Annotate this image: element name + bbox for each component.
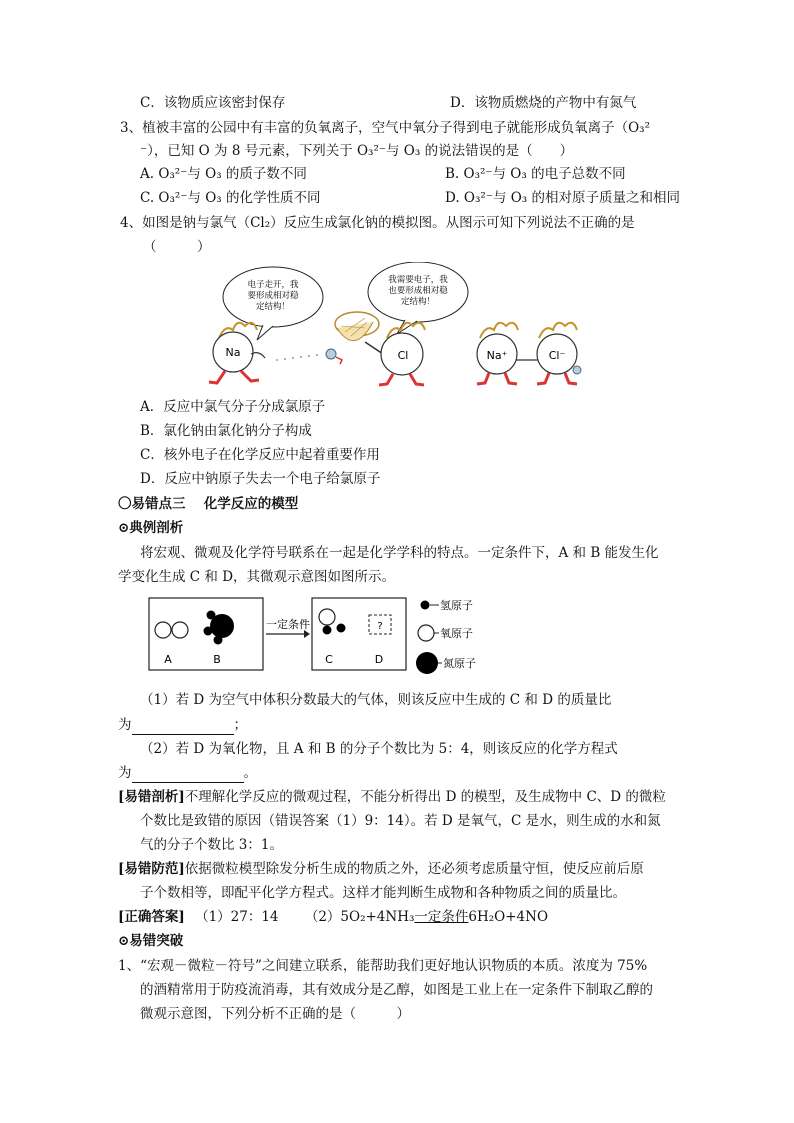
sub2-line2: 为 。 (118, 765, 257, 781)
q3-stem-line1: 3、植被丰富的公园中有丰富的负氧离子，空气中氧分子得到电子就能形成负氧离子（O₃² (120, 120, 650, 136)
analysis-line3: 气的分子个数比 3：1。 (140, 837, 283, 853)
na-ion-label: Na⁺ (486, 349, 508, 362)
analysis-line2: 个数比是致错的原因（错误答案（1）9：14）。若 D 是氧气，C 是水，则生成的水和氮 (140, 813, 661, 829)
legend-n-icon (416, 652, 438, 674)
q1-line3: 微观示意图，下列分析不正确的是（ ） (140, 1006, 410, 1022)
sub2-line1: （2）若 D 为氧化物，且 A 和 B 的分子个数比为 5：4，则该反应的化学方程式 (140, 741, 618, 757)
label-a: A (164, 653, 172, 666)
sub2-answer-blank[interactable] (132, 768, 244, 783)
q1-line2: 的酒精常用于防疫流消毒，其有效成分是乙醇，如图是工业上在一定条件下制取乙醇的 (140, 982, 653, 998)
prevent-line1: [易错防范]依据微粒模型除发分析生成的物质之外，还必须考虑质量守恒，使反应前后原 (118, 861, 644, 877)
arrow-head-icon (304, 630, 310, 638)
q3-option-b: B. O₃²⁻与 O₃ 的电子总数不同 (445, 166, 626, 182)
sodium-chlorine-cartoon (205, 262, 595, 394)
q2-option-d: D．该物质燃烧的产物中有氮气 (450, 95, 637, 111)
q4-stem-line2: （ ） (143, 239, 211, 255)
sub1-answer-blank[interactable] (132, 720, 234, 735)
intro-line2: 学变化生成 C 和 D，其微观示意图如图所示。 (118, 569, 396, 585)
q3-stem-line2: ⁻），已知 O 为 8 号元素，下列关于 O₃²⁻与 O₃ 的说法错误的是（ ） (140, 143, 574, 159)
answer-part2-pre: （2）5O₂+4NH₃ (304, 909, 415, 925)
prevent-line2: 子个数相等，即配平化学方程式。这样才能判断生成物和各种物质之间的质量比。 (140, 885, 626, 901)
bubble-na-line1: 电子走开，我 (247, 280, 299, 290)
bubble-na-line3: 定结构！ (255, 302, 291, 312)
sub1-line1: （1）若 D 为空气中体积分数最大的气体，则该反应中生成的 C 和 D 的质量比 (140, 692, 612, 708)
na-atom-character (209, 323, 265, 383)
arrow-condition-label: 一定条件 (266, 618, 310, 631)
q4-option-a: A．反应中氯气分子分成氯原子 (140, 399, 326, 415)
legend-n-label: 氮原子 (443, 657, 476, 670)
answer-line (118, 907, 548, 927)
q3-option-c: C. O₃²⁻与 O₃ 的化学性质不同 (140, 190, 321, 206)
answer-condition: 一定条件 (414, 909, 469, 925)
na-ion-character (477, 323, 518, 384)
legend (416, 598, 476, 674)
legend-h-icon (421, 601, 430, 610)
q4-option-c: C．核外电子在化学反应中起着重要作用 (140, 447, 380, 463)
label-b: B (213, 653, 221, 666)
analysis-line1: [易错剖析]不理解化学反应的微观过程，不能分析得出 D 的模型，及生成物中 C、D 的微粒 (118, 789, 666, 805)
answer-tag: [正确答案] (118, 909, 185, 925)
breakthrough-heading: ⊙易错突破 (118, 933, 184, 949)
label-d: D (374, 653, 384, 666)
answer-part1: （1）27：14 (195, 909, 279, 925)
prevent-tag: [易错防范] (118, 861, 185, 877)
sub1-line2: 为 ； (118, 717, 247, 733)
legend-h-label: 氢原子 (440, 599, 473, 612)
q4-option-b: B．氯化钠由氯化钠分子构成 (140, 423, 312, 439)
bubble-cl-line1: 我需要电子，我 (388, 275, 448, 285)
analysis-tag: [易错剖析] (118, 789, 185, 805)
bubble-cl-line2: 也要形成相对稳 (388, 286, 448, 296)
electron-icon (326, 349, 342, 364)
q3-option-a: A. O₃²⁻与 O₃ 的质子数不同 (140, 166, 307, 182)
q3-option-d: D. O₃²⁻与 O₃ 的相对原子质量之和相同 (445, 190, 681, 206)
section-title: 〇易错点三 化学反应的模型 (118, 496, 299, 512)
example-heading: ⊙典例剖析 (118, 520, 184, 536)
bubble-cl-line3: 定结构！ (400, 297, 436, 307)
motion-trail (276, 354, 318, 361)
answer-part2-post: 6H₂O+4NO (468, 909, 549, 925)
q2-option-c: C．该物质应该密封保存 (140, 95, 286, 111)
label-c: C (325, 653, 333, 666)
legend-o-label: 氧原子 (440, 627, 473, 640)
cl-atom-label: Cl (397, 349, 409, 362)
reaction-micro-diagram (146, 593, 496, 677)
cl-atom-character (379, 323, 425, 385)
q4-option-d: D．反应中钠原子失去一个电子给氯原子 (140, 471, 381, 487)
bubble-na-line2: 要形成相对稳 (247, 291, 299, 301)
cl-ion-character (537, 323, 581, 384)
unknown-mark: ? (377, 621, 383, 632)
na-atom-label: Na (225, 346, 241, 359)
q1-line1: 1、“宏观－微粒－符号”之间建立联系，能帮助我们更好地认识物质的本质。浓度为 75% (118, 958, 648, 974)
cl-ion-label: Cl⁻ (548, 349, 566, 362)
q4-stem-line1: 4、如图是钠与氯气（Cl₂）反应生成氯化钠的模拟图。从图示可知下列说法不正确的是 (120, 215, 635, 231)
legend-o-icon (418, 625, 434, 641)
intro-line1: 将宏观、微观及化学符号联系在一起是化学学科的特点。一定条件下，A 和 B 能发生化 (140, 545, 659, 561)
